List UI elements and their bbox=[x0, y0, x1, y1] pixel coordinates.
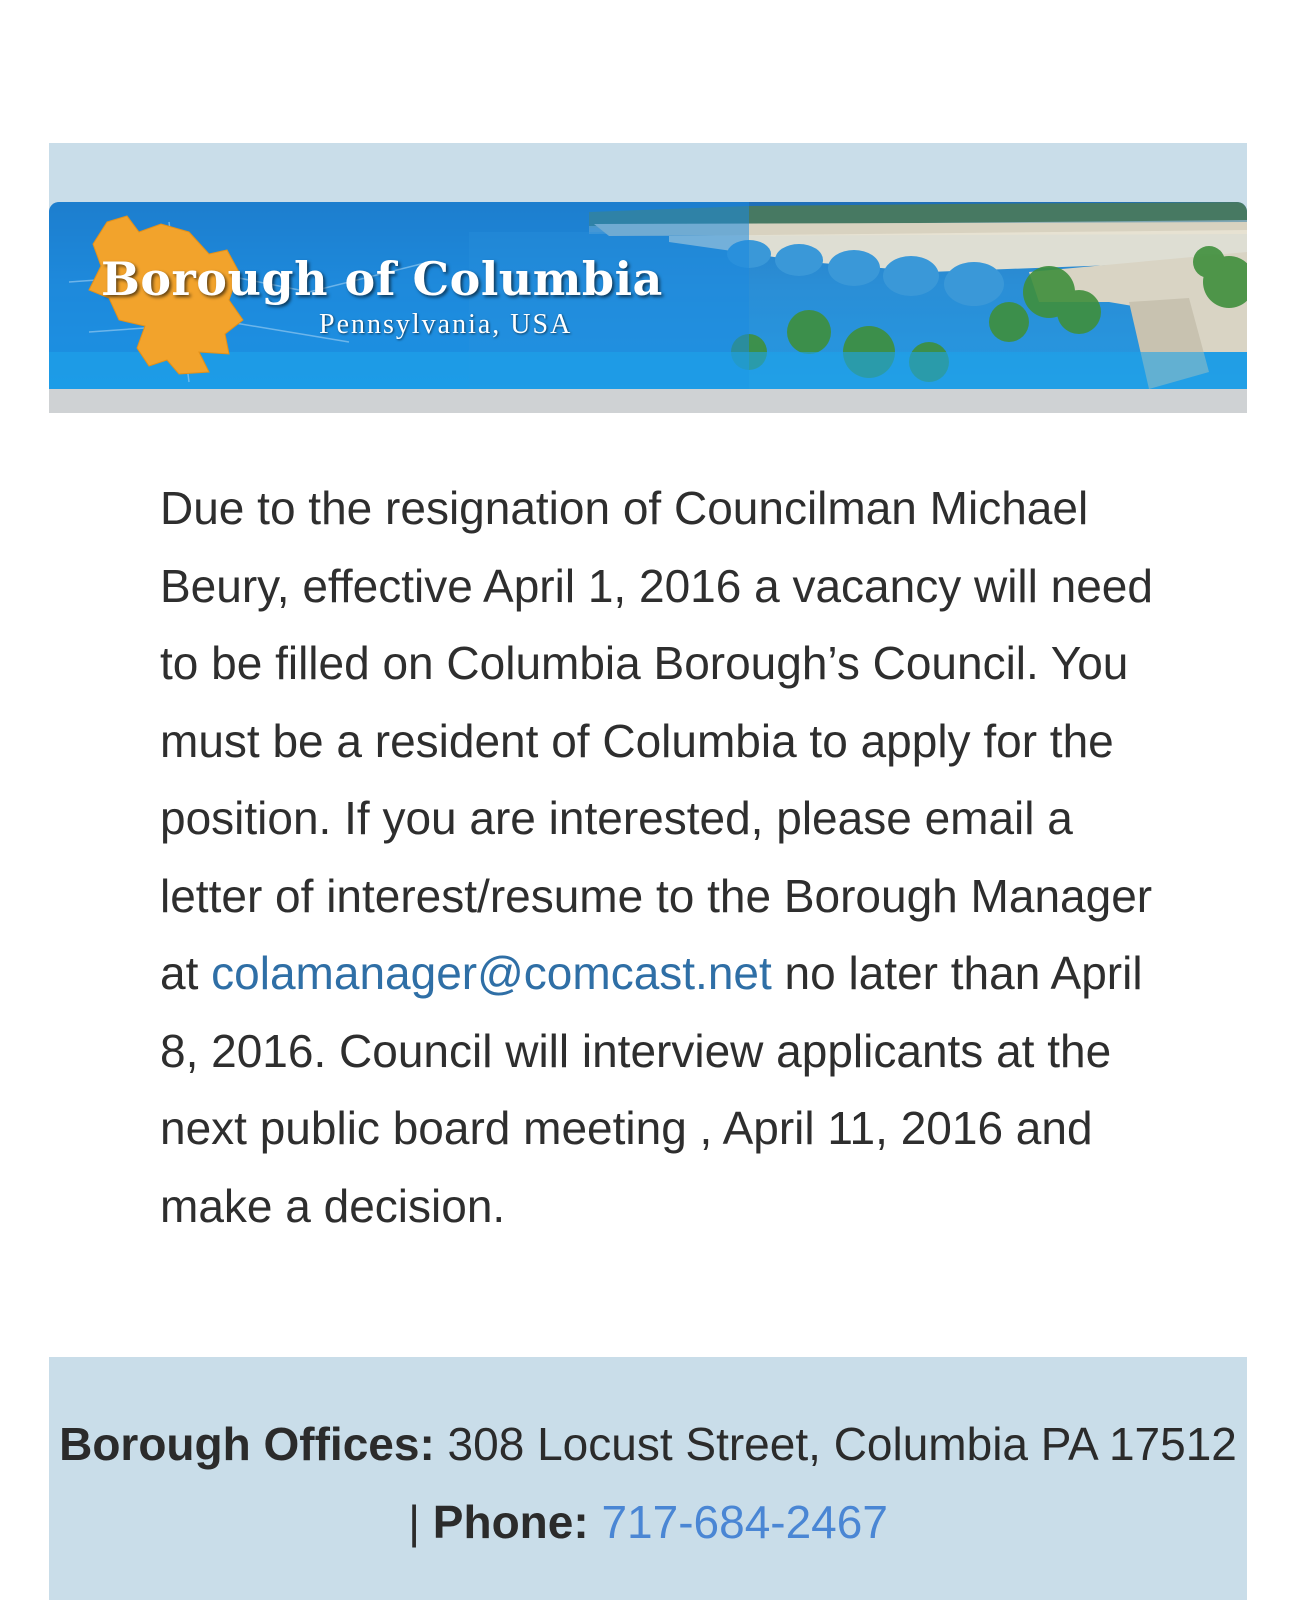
announcement bbox=[160, 470, 1160, 1245]
site-header bbox=[49, 143, 1247, 413]
manager-email-link[interactable]: colamanager@comcast.net bbox=[211, 947, 772, 999]
announcement-text bbox=[160, 470, 1160, 1245]
header-divider bbox=[49, 389, 1247, 413]
site-subtitle: Pennsylvania, USA bbox=[319, 309, 573, 340]
announcement-text-after-email: no later than April 8, 2016. Council will interview applicants at the next public board meeting , April 11, 2016 and make a decision. bbox=[160, 947, 1143, 1232]
header-banner[interactable] bbox=[49, 202, 1247, 389]
offices-address: 308 Locust Street, Columbia PA 17512 | bbox=[408, 1418, 1237, 1548]
phone-label: Phone: bbox=[432, 1496, 589, 1548]
site-footer bbox=[49, 1357, 1247, 1600]
site-title: Borough of Columbia bbox=[101, 252, 663, 306]
phone-link[interactable]: 717-684-2467 bbox=[601, 1496, 888, 1548]
offices-label: Borough Offices: bbox=[59, 1418, 435, 1470]
announcement-text-before-email: Due to the resignation of Councilman Michael Beury, effective April 1, 2016 a vacancy will need to be filled on Columbia Borough’s Council. You must be a resident of Columbia to apply for the position. If you are interested, please email a letter of interest/resume to the Borough Manager at bbox=[160, 482, 1153, 999]
footer-contact bbox=[49, 1405, 1247, 1561]
